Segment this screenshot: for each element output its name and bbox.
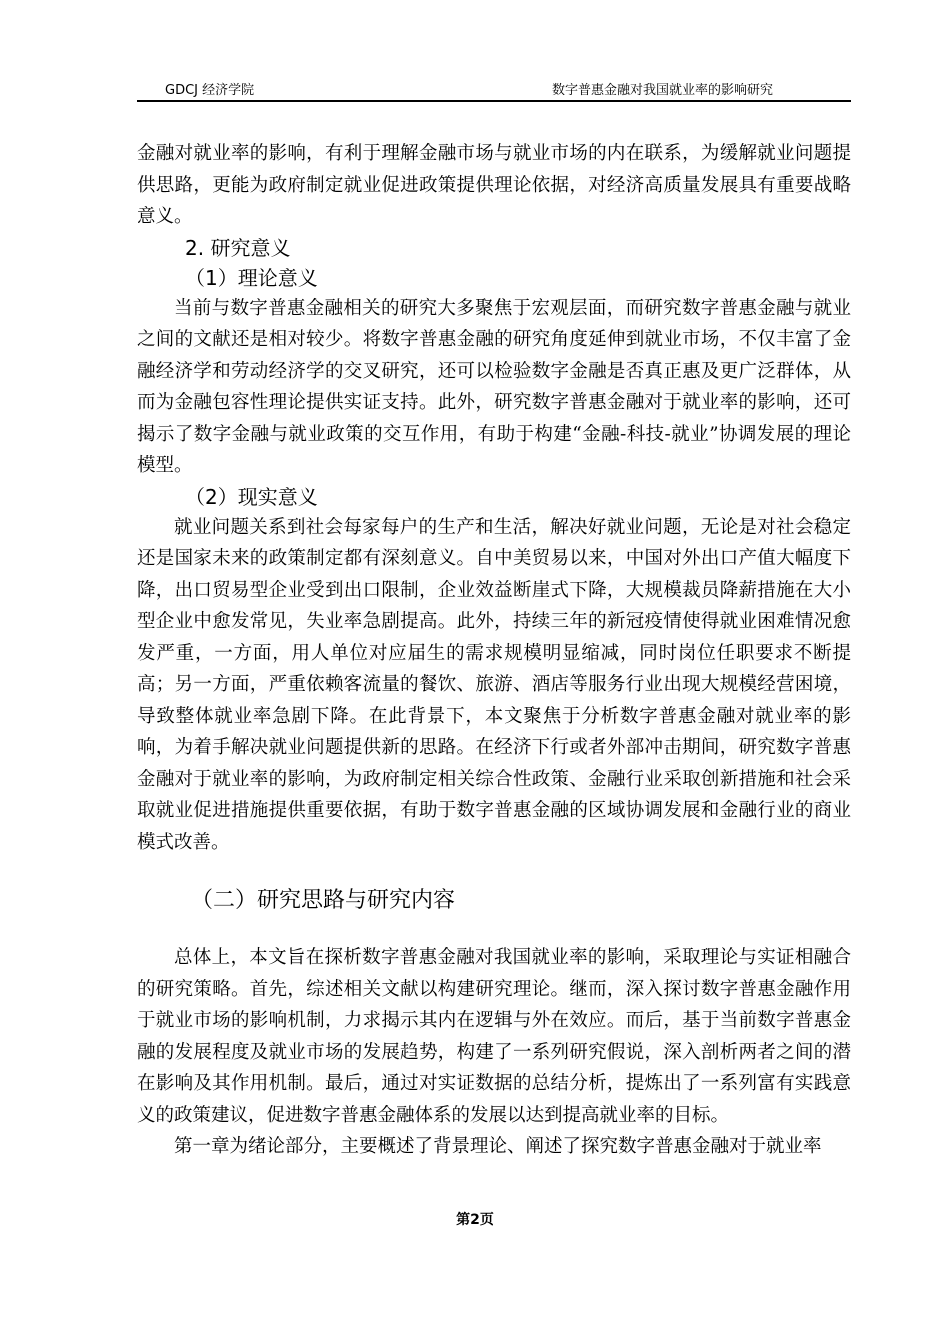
heading-theoretical-significance: （1）理论意义 [185,265,318,290]
heading-practical-significance: （2）现实意义 [185,484,318,509]
heading-research-approach: （二）研究思路与研究内容 [191,888,456,913]
paragraph-continuation: 金融对就业率的影响，有利于理解金融市场与就业市场的内在联系，为缓解就业问题提供思路，更能为政府制定就业促进政策提供理论依据，对经济高质量发展具有重要战略意义。 [137,143,851,227]
paragraph-practical-significance: 就业问题关系到社会每家每户的生产和生活，解决好就业问题，无论是对社会稳定还是国家未来的政策制定都有深刻意义。自中美贸易以来，中国对外出口产值大幅度下降，出口贸易型企业受到出口限制，企业效益断崖式下降，大规模裁员降薪措施在大小型企业中愈发常见，失业率急剧提高。此外，持续三年的新冠疫情使得就业困难情况愈发严重，一方面，用人单位对应届生的需求规模明显缩减，同时岗位任职要求不断提高；另一方面，严重依赖客流量的餐饮、旅游、酒店等服务行业出现大规模经营困境，导致整体就业率急剧下降。在此背景下，本文聚焦于分析数字普惠金融对就业率的影响，为着手解决就业问题提供新的思路。在经济下行或者外部冲击期间，研究数字普惠金融对于就业率的影响，为政府制定相关综合性政策、金融行业采取创新措施和社会采取就业促进措施提供重要依据，有助于数字普惠金融的区域协调发展和金融行业的商业模式改善。 [137,516,851,853]
page-header [137,76,851,102]
header-institution: GDCJ 经济学院 [165,83,255,98]
heading-research-significance: 2. 研究意义 [185,235,291,260]
paragraph-theoretical-significance: 当前与数字普惠金融相关的研究大多聚焦于宏观层面，而研究数字普惠金融与就业之间的文献还是相对较少。将数字普惠金融的研究角度延伸到就业市场，不仅丰富了金融经济学和劳动经济学的交叉研究，还可以检验数字金融是否真正惠及更广泛群体，从而为金融包容性理论提供实证支持。此外，研究数字普惠金融对于就业率的影响，还可揭示了数字金融与就业政策的交互作用，有助于构建“金融-科技-就业”协调发展的理论模型。 [137,297,851,476]
header-paper-title: 数字普惠金融对我国就业率的影响研究 [551,83,773,98]
page-number: 第2页 [456,1212,494,1228]
page-body [137,138,851,1163]
paragraph-research-approach: 总体上，本文旨在探析数字普惠金融对我国就业率的影响，采取理论与实证相融合的研究策略。首先，综述相关文献以构建研究理论。继而，深入探讨数字普惠金融作用于就业市场的影响机制，力求揭示其内在逻辑与外在效应。而后，基于当前数字普惠金融的发展程度及就业市场的发展趋势，构建了一系列研究假说，深入剖析两者之间的潜在影响及其作用机制。最后，通过对实证数据的总结分析，提炼出了一系列富有实践意义的政策建议，促进数字普惠金融体系的发展以达到提高就业率的目标。 [137,947,851,1126]
paragraph-chapter-one: 第一章为绪论部分，主要概述了背景理论、阐述了探究数字普惠金融对于就业率 [174,1136,822,1157]
